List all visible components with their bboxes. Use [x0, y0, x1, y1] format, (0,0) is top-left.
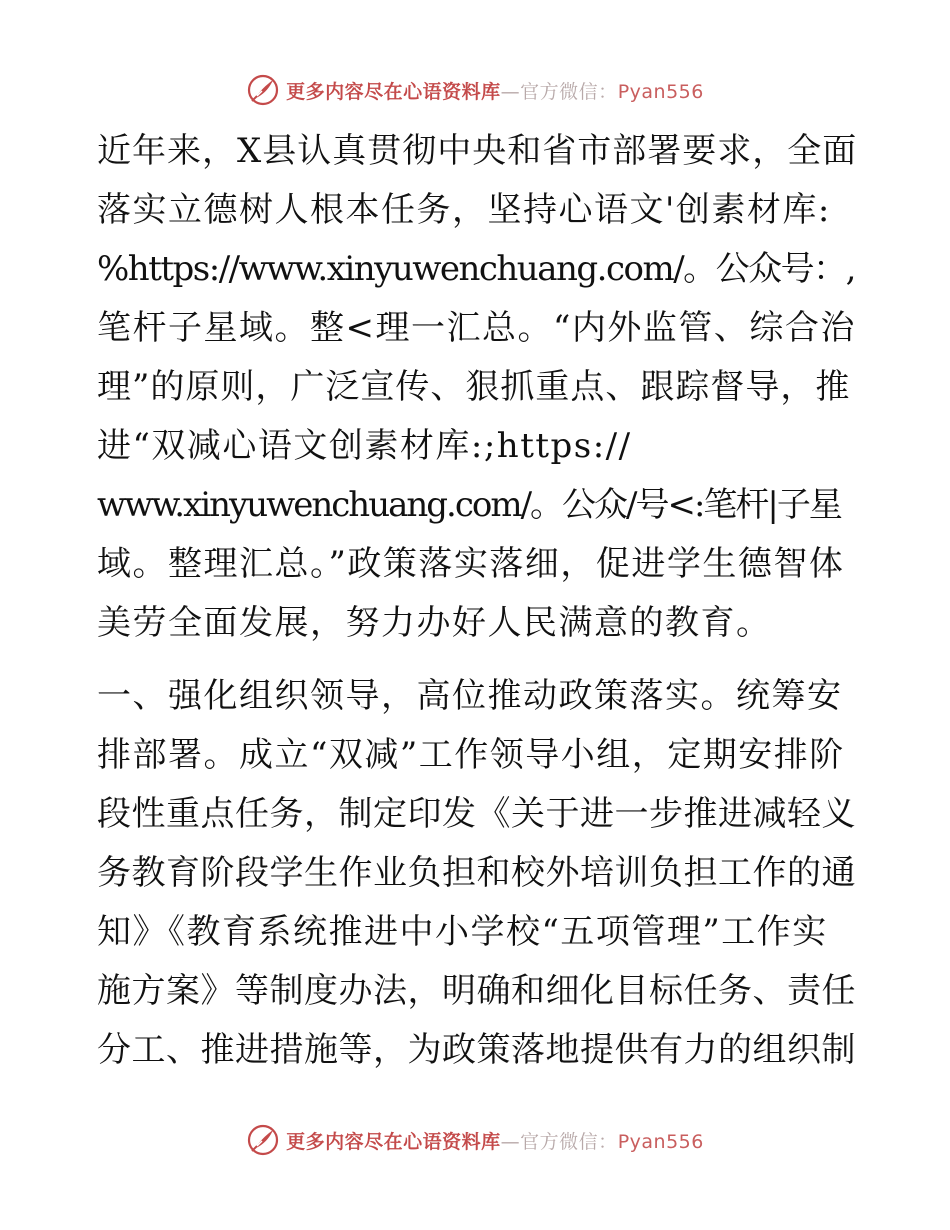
text-line: 一、强化组织领导，高位推动政策落实。统筹安	[97, 676, 843, 716]
banner-wechat-label: 官方微信：	[520, 1130, 618, 1153]
document-body	[97, 122, 857, 1080]
text-line: 分工、推进措施等，为政策落地提供有力的组织制	[97, 1030, 856, 1070]
banner-main-text: 更多内容尽在心语资料库	[286, 80, 501, 103]
paragraph-section-one	[97, 667, 857, 1080]
text-line: 进“双减心语文创素材库:;https://	[97, 426, 632, 466]
text-line: 段性重点任务，制定印发《关于进一步推进减轻义	[97, 794, 856, 834]
text-line: 施方案》等制度办法，明确和细化目标任务、责任	[97, 971, 856, 1011]
text-line: 美劳全面发展，努力办好人民满意的教育。	[97, 603, 772, 643]
text-line: %https://www.xinyuwenchuang.com/。公众号：,	[97, 249, 855, 289]
banner-separator: —	[500, 1130, 521, 1153]
text-line: 域。整理汇总。”政策落实落细，促进学生德智体	[97, 544, 845, 584]
banner-wechat-label: 官方微信：	[520, 80, 618, 103]
text-line: 务教育阶段学生作业负担和校外培训负担工作的通	[97, 853, 856, 893]
banner-text	[286, 77, 704, 104]
feather-pen-logo-icon	[246, 1123, 280, 1157]
feather-pen-logo-icon	[246, 73, 280, 107]
text-line: www.xinyuwenchuang.com/。公众/号<:笔杆|子星	[97, 485, 841, 525]
banner-separator: —	[500, 80, 521, 103]
banner-main-text: 更多内容尽在心语资料库	[286, 1130, 501, 1153]
header-banner	[0, 70, 950, 110]
paragraph-intro	[97, 122, 857, 653]
text-line: 笔杆子星域。整<理一汇总。“内外监管、综合治	[97, 308, 856, 348]
banner-wechat-id: Pyan556	[617, 80, 704, 103]
text-line: 落实立德树人根本任务，坚持心语文'创素材库:	[97, 190, 831, 230]
text-line: 近年来，X县认真贯彻中央和省市部署要求，全面	[97, 131, 858, 171]
banner-wechat-id: Pyan556	[617, 1130, 704, 1153]
banner-text	[286, 1127, 704, 1154]
text-line: 知》《教育系统推进中小学校“五项管理”工作实	[97, 912, 828, 952]
text-line: 排部署。成立“双减”工作领导小组，定期安排阶	[97, 735, 845, 775]
text-line: 理”的原则，广泛宣传、狠抓重点、跟踪督导，推	[97, 367, 851, 407]
footer-banner	[0, 1120, 950, 1160]
